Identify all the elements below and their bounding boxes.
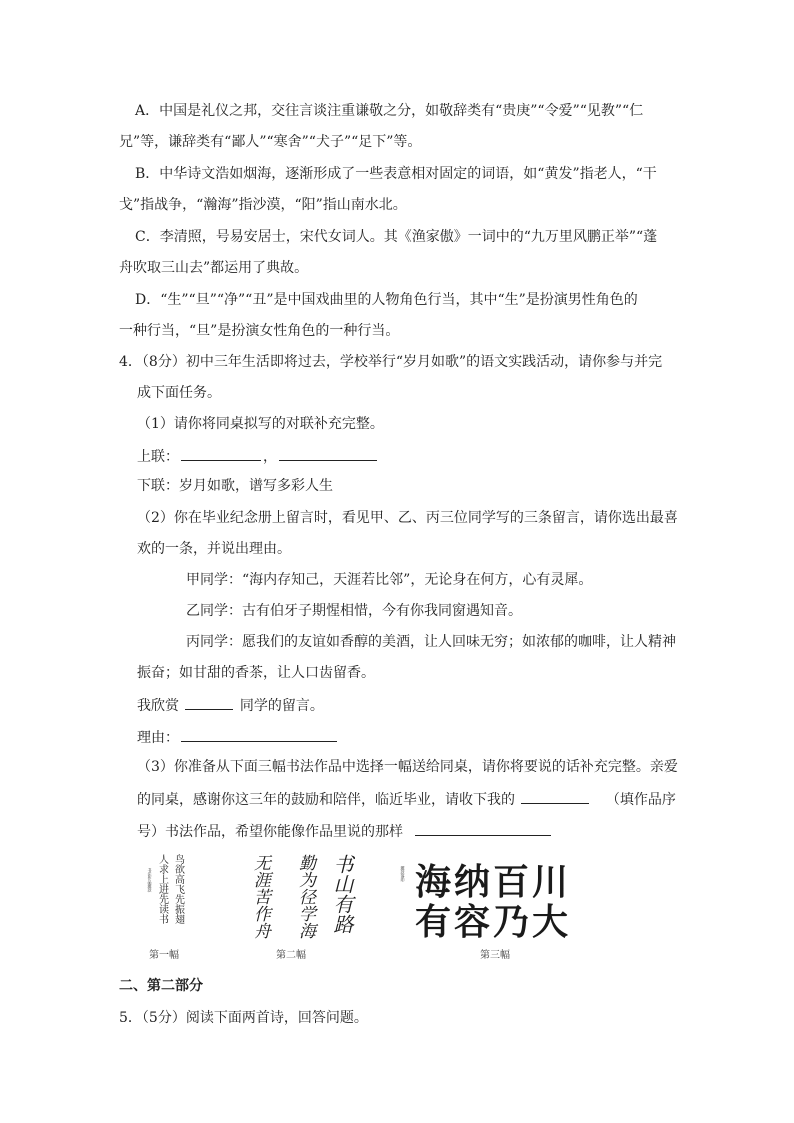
- q4-sub3-line3: [137, 820, 553, 842]
- q4-stem-line1: 4．（8分）初中三年生活即将过去，学校举行“岁月如歌”的语文实践活动，请你参与并完: [119, 354, 663, 370]
- reason-blank[interactable]: [181, 726, 337, 742]
- q4-sub3-line2: [137, 788, 676, 810]
- option-b-line2: 戈”指战争，“瀚海”指沙漠，“阳”指山南水北。: [119, 197, 407, 213]
- work2-col-right: 书山有路: [330, 854, 354, 934]
- q4-sub2-bing-line2: 振奋；如甘甜的香茶，让人口齿留香。: [137, 665, 375, 681]
- upper-couplet-label: 上联：: [137, 449, 179, 465]
- work1-col-left: 人求上进先读书: [156, 854, 168, 924]
- option-a-line2: 兄”等，谦辞类有“鄙人”“寒舍”“犬子”“足下”等。: [119, 134, 422, 150]
- q4-sub2-yi: 乙同学：古有伯牙子期惺相惜，今有你我同窗遇知音。: [186, 603, 522, 619]
- calligraphy-work-2: [212, 848, 372, 943]
- appreciate-suffix: 同学的留言。: [239, 698, 324, 714]
- work3-row-top: 海纳百川: [415, 861, 572, 903]
- option-b-line1: B．中华诗文浩如烟海，逐渐形成了一些表意相对固定的词语，如“黄发”指老人，“干: [135, 166, 657, 182]
- wish-blank[interactable]: [415, 820, 551, 836]
- q4-sub2-prompt-line1: （2）你在毕业纪念册上留言时，看见甲、乙、丙三位同学写的三条留言，请你选出最喜: [137, 510, 678, 526]
- q4-sub1-prompt: （1）请你将同桌拟写的对联补充完整。: [137, 416, 384, 432]
- option-d-line2: 一种行当，“旦”是扮演女性角色的一种行当。: [119, 323, 400, 339]
- option-a-line1: A．中国是礼仪之邦，交往言谈注重谦敬之分，如敬辞类有“贵庚”“令爱”“见教”“仁: [135, 103, 644, 119]
- upper-couplet-separator: ，: [263, 449, 277, 465]
- q4-sub2-prompt-line2: 欢的一条，并说出理由。: [137, 541, 291, 557]
- work1-caption: 第一幅: [149, 950, 179, 961]
- work1-col-right: 鸟欲高飞先振翅: [172, 854, 184, 924]
- q4-stem-line2: 成下面任务。: [137, 385, 221, 401]
- q4-sub1-upper: [137, 445, 379, 467]
- work-number-blank[interactable]: [521, 788, 589, 804]
- q4-sub3-line1: （3）你准备从下面三幅书法作品中选择一幅送给同桌，请你将要说的话补充完整。亲爱: [137, 759, 678, 775]
- calligraphy-work-3: [395, 860, 585, 940]
- work2-caption: 第二幅: [276, 950, 306, 961]
- q5-stem: 5．（5分）阅读下面两首诗，回答问题。: [119, 1010, 368, 1026]
- upper-couplet-blank-1[interactable]: [181, 445, 261, 461]
- option-c-line1: C．李清照，号易安居士，宋代女词人。其《渔家傲》一词中的“九万里风鹏正举”“蓬: [135, 229, 658, 245]
- work1-signature: 书法作品题款: [147, 868, 153, 892]
- calligraphy-work-1: [142, 850, 190, 938]
- q4-sub2-reason: [137, 726, 339, 748]
- reason-label: 理由：: [137, 730, 179, 746]
- upper-couplet-blank-2[interactable]: [279, 445, 377, 461]
- option-c-line2: 舟吹取三山去”都运用了典故。: [119, 260, 309, 276]
- sub3-line2-prefix: 的同桌，感谢你这三年的鼓励和陪伴，临近毕业，请收下我的: [137, 792, 515, 808]
- appreciate-prefix: 我欣赏: [137, 698, 179, 714]
- section2-title: 二、第二部分: [119, 978, 203, 994]
- work2-col-left: 无涯苦作舟: [250, 854, 270, 939]
- sub3-line3-prefix: 号）书法作品，希望你能像作品里说的那样: [137, 824, 403, 840]
- q4-sub2-bing-line1: 丙同学：愿我们的友谊如香醇的美酒，让人回味无穷；如浓郁的咖啡，让人精神: [186, 634, 676, 650]
- work2-col-middle: 勤为径学海: [295, 854, 315, 939]
- q4-sub2-appreciate: [137, 694, 324, 716]
- option-d-line1: D．“生”“旦”“净”“丑”是中国戏曲里的人物角色行当，其中“生”是扮演男性角色的: [135, 292, 638, 308]
- q4-sub2-jia: 甲同学：“海内存知己，天涯若比邻”，无论身在何方，心有灵犀。: [186, 572, 593, 588]
- sub3-line2-suffix: （填作品序: [605, 792, 676, 808]
- appreciate-blank[interactable]: [185, 694, 233, 710]
- q4-sub1-lower: 下联：岁月如歌，谱写多彩人生: [137, 478, 333, 494]
- work3-caption: 第三幅: [480, 950, 510, 961]
- work3-row-bottom: 有容乃大: [415, 901, 572, 940]
- work3-signature: 题款落印: [400, 866, 406, 882]
